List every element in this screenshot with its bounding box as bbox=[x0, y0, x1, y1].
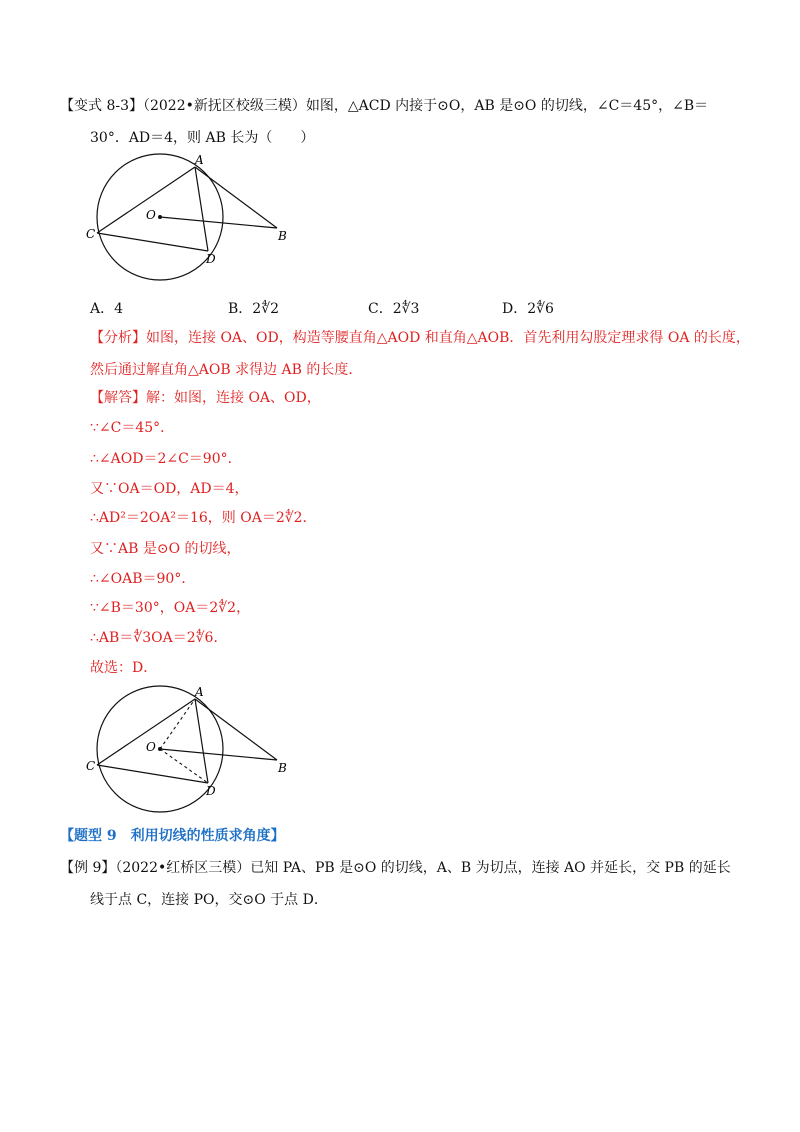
label-d: D bbox=[206, 784, 216, 798]
option-b[interactable]: B．2∜2 bbox=[228, 301, 280, 317]
solution-line: 又∵OA＝OD，AD＝4， bbox=[90, 481, 249, 497]
label-o: O bbox=[146, 740, 156, 754]
analysis-line-2: 然后通过解直角△AOB 求得边 AB 的长度． bbox=[90, 362, 363, 378]
example-line-1: 【例 9】（2022•红桥区三模）已知 PA、PB 是⊙O 的切线，A、B 为切点，连接 AO 并延长，交 PB 的延长 bbox=[60, 860, 731, 876]
segment-od-dashed bbox=[160, 749, 208, 783]
option-c[interactable]: C．2∜3 bbox=[368, 301, 420, 317]
segment-ad bbox=[195, 167, 208, 251]
segment-ad bbox=[195, 699, 208, 783]
problem-line-2: 30°．AD＝4，则 AB 长为（ ） bbox=[90, 130, 315, 146]
center-point bbox=[158, 747, 162, 751]
option-a[interactable]: A．4 bbox=[90, 301, 124, 317]
segment-ob bbox=[160, 217, 277, 228]
label-a: A bbox=[195, 685, 204, 699]
segment-ob bbox=[160, 749, 277, 760]
section-title: 【题型 9 利用切线的性质求角度】 bbox=[60, 828, 285, 844]
solution-line: ∴AB＝∜3OA＝2∜6． bbox=[90, 630, 228, 646]
segment-oa-dashed bbox=[160, 699, 195, 749]
solution-line: 故选：D． bbox=[90, 660, 158, 676]
geometry-figure-1 bbox=[82, 150, 302, 290]
solution-line: ∴∠AOD＝2∠C＝90°． bbox=[90, 451, 242, 467]
label-c: C bbox=[86, 227, 96, 241]
example-line-2: 线于点 C，连接 PO，交⊙O 于点 D． bbox=[90, 892, 328, 908]
solution-line: ∴∠OAB＝90°． bbox=[90, 571, 196, 587]
center-point bbox=[158, 215, 162, 219]
solution-line: ∵∠B＝30°，OA＝2∜2， bbox=[90, 600, 251, 616]
solution-line: ∴AD²＝2OA²＝16，则 OA＝2∜2． bbox=[90, 510, 317, 526]
label-c: C bbox=[86, 759, 96, 773]
option-d[interactable]: D．2∜6 bbox=[502, 301, 554, 317]
geometry-figure-2 bbox=[82, 682, 302, 822]
problem-line-1: 【变式 8-3】（2022•新抚区校级三模）如图，△ACD 内接于⊙O，AB 是⊙O 的切线，∠C＝45°，∠B＝ bbox=[60, 98, 709, 114]
solution-line: 【解答】解：如图，连接 OA、OD， bbox=[90, 390, 321, 406]
label-o: O bbox=[146, 208, 156, 222]
segment-ab bbox=[195, 167, 277, 228]
segment-ab bbox=[195, 699, 277, 760]
label-b: B bbox=[278, 229, 287, 243]
segment-cd bbox=[97, 765, 208, 783]
analysis-line-1: 【分析】如图，连接 OA、OD，构造等腰直角△AOD 和直角△AOB．首先利用勾股定理求得 OA 的长度， bbox=[90, 330, 750, 346]
solution-line: 又∵AB 是⊙O 的切线， bbox=[90, 541, 241, 557]
segment-cd bbox=[97, 233, 208, 251]
label-b: B bbox=[278, 761, 287, 775]
label-d: D bbox=[206, 252, 216, 266]
solution-line: ∵∠C＝45°． bbox=[90, 420, 175, 436]
label-a: A bbox=[195, 153, 204, 167]
